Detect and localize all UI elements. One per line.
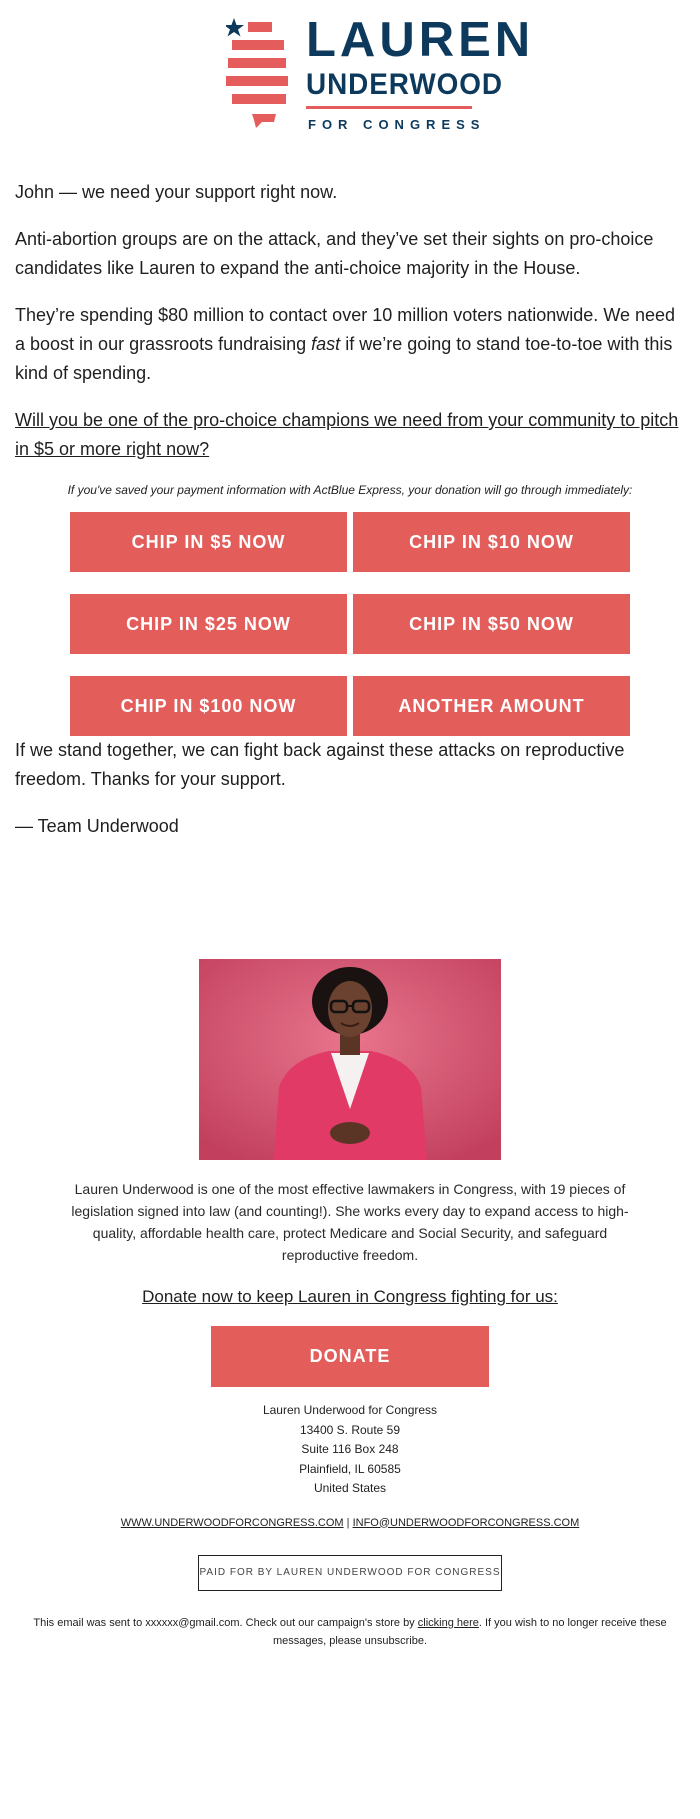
paragraph-spending — [15, 301, 685, 388]
address-country: United States — [313, 1481, 387, 1495]
closing-paragraph: If we stand together, we can fight back against these attacks on reproductive freedom. Thanks for your support. — [15, 740, 625, 789]
paragraph-spending-start: They’re spending $80 million to contact over 10 million voters nationwide. We need a boost in our grassroots fundraising — [15, 305, 676, 354]
chip-in-25-button[interactable]: CHIP IN $25 NOW — [70, 594, 347, 654]
address-city: Plainfield, IL 60585 — [299, 1461, 401, 1476]
logo-name-first: LAUREN — [306, 13, 535, 67]
logo-divider — [306, 106, 472, 109]
paragraph-attack: Anti-abortion groups are on the attack, and they’ve set their sights on pro-choice candidates like Lauren to expand the anti-choice majority in the House. — [15, 229, 654, 278]
chip-in-50-button[interactable]: CHIP IN $50 NOW — [353, 594, 630, 654]
contact-links — [0, 1517, 700, 1529]
chip-in-100-button[interactable]: CHIP IN $100 NOW — [70, 676, 347, 736]
campaign-logo — [0, 0, 700, 140]
address-suite: Suite 116 Box 248 — [301, 1442, 399, 1456]
another-amount-button[interactable]: ANOTHER AMOUNT — [353, 676, 630, 736]
logo-tagline: FOR CONGRESS — [308, 117, 486, 132]
link-separator: | — [346, 1516, 350, 1529]
chip-in-10-button[interactable]: CHIP IN $10 NOW — [353, 512, 630, 572]
greeting: John — we need your support right now. — [15, 182, 338, 202]
footer-text-end: . If you wish to no longer receive these messages, please unsubscribe. — [272, 1616, 667, 1647]
address-street: 13400 S. Route 59 — [299, 1422, 401, 1437]
paid-for-disclaimer: PAID FOR BY LAUREN UNDERWOOD FOR CONGRESS — [198, 1555, 502, 1591]
candidate-photo — [199, 959, 501, 1160]
donate-now-link[interactable]: Donate now to keep Lauren in Congress fighting for us: — [142, 1287, 558, 1306]
email-footer — [20, 1614, 680, 1650]
chip-in-5-button[interactable]: CHIP IN $5 NOW — [70, 512, 347, 572]
email-link[interactable]: INFO@UNDERWOODFORCONGRESS.COM — [352, 1516, 580, 1529]
emphasis-fast: fast — [311, 334, 341, 354]
email-body — [0, 178, 700, 841]
signoff: — Team Underwood — [15, 816, 179, 836]
candidate-bio: Lauren Underwood is one of the most effective lawmakers in Congress, with 19 pieces of legislation signed into law (and counting!). She works every day to expand access to high-quality, affordable health care, protect Medicare and Social Security, and safeguard reproductive freedom. — [71, 1181, 629, 1263]
website-link[interactable]: WWW.UNDERWOODFORCONGRESS.COM — [120, 1516, 344, 1529]
ask-paragraph — [15, 406, 685, 464]
actblue-express-note: If you've saved your payment information with ActBlue Express, your donation will go through immediately: — [67, 483, 633, 497]
ask-link[interactable]: Will you be one of the pro-choice champions we need from your community to pitch in $5 or more right now? — [15, 410, 679, 459]
flag-state-icon — [226, 18, 290, 136]
donation-buttons — [70, 512, 630, 736]
mailing-address — [0, 1401, 700, 1499]
logo-name-last: UNDERWOOD — [306, 68, 503, 101]
address-org: Lauren Underwood for Congress — [262, 1403, 438, 1417]
paragraph-spending-end: if we’re going to stand toe-to-toe with this kind of spending. — [15, 334, 673, 383]
footer-text-start: This email was sent to xxxxxx@gmail.com. Check out our campaign's store by — [33, 1616, 418, 1629]
store-link[interactable]: clicking here — [417, 1616, 479, 1629]
donate-button[interactable]: DONATE — [211, 1326, 489, 1387]
section-spacer — [0, 859, 700, 959]
